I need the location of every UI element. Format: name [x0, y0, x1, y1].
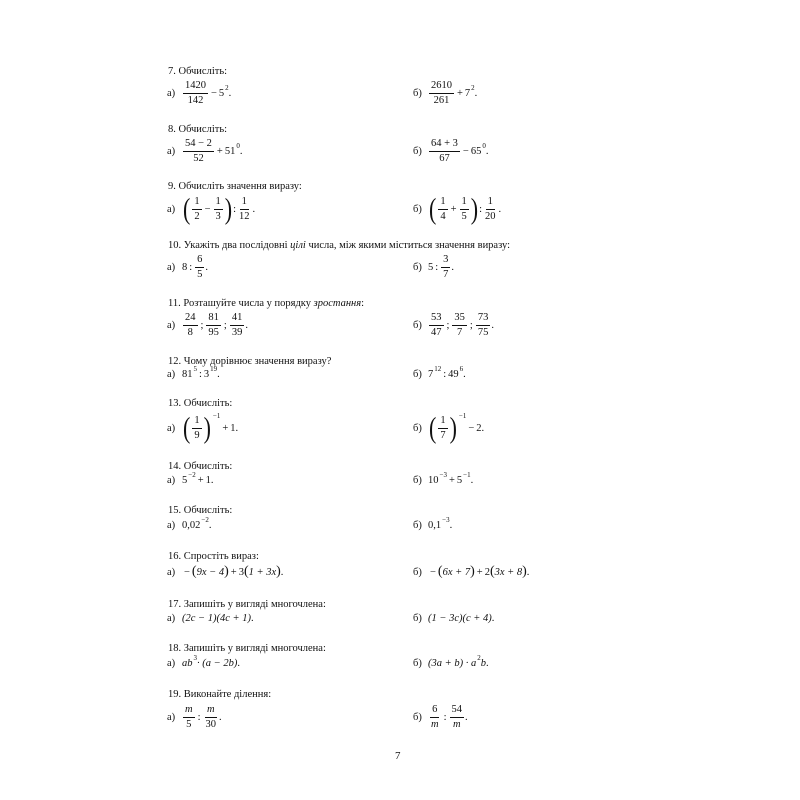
fraction: 73 75	[477, 311, 489, 338]
expression: 0,1 −3 .	[428, 516, 453, 531]
problem-11-title: 11. Розташуйте числа у порядку зростання:	[168, 298, 365, 309]
variant-label: а)	[167, 519, 176, 531]
problem-18-variant-a	[167, 643, 240, 683]
variant-label: б)	[413, 368, 422, 380]
fraction: 54 − 2 52	[185, 137, 212, 164]
expression: 5 −2 + 1 .	[182, 471, 214, 486]
fraction: 81 95	[208, 311, 219, 338]
problem-10-variant-a	[167, 247, 208, 287]
variant-label: б)	[413, 145, 422, 157]
problem-16-variant-b	[413, 552, 529, 592]
problem-18-variant-b	[413, 643, 489, 683]
left-paren: (	[183, 410, 191, 445]
problem-7-title: 7. Обчисліть:	[168, 66, 228, 77]
expression: (3a + b) · a 2 b .	[428, 654, 489, 669]
variant-label: б)	[413, 519, 422, 531]
variant-label: б)	[413, 474, 422, 486]
right-paren: )	[224, 191, 233, 226]
problem-12-variant-b	[413, 354, 466, 394]
problem-12-title: 12. Чому дорівнює значення виразу?	[168, 356, 332, 367]
problem-8-title: 8. Обчисліть:	[168, 124, 228, 135]
right-paren: )	[203, 410, 211, 445]
fraction: $\frac{1}{5}$	[461, 195, 467, 222]
expression: ( 1 2 − $\frac{1}{3}$ ) : 1 12 .	[183, 191, 256, 226]
left-paren: (	[429, 191, 437, 226]
fraction: 1 20	[485, 195, 496, 222]
right-paren: )	[449, 410, 457, 445]
problem-16-variant-a	[167, 552, 283, 592]
expression: 6 m : 54 m .	[431, 703, 468, 730]
expression: 2610 261 + 7 2 .	[431, 79, 478, 106]
expression: 1420 142 − 5 2 .	[185, 79, 232, 106]
variant-label: а)	[167, 203, 176, 215]
variant-label: б)	[413, 422, 422, 434]
fraction: 41 39	[231, 311, 243, 338]
variant-label: б)	[413, 657, 422, 669]
left-paren: (	[183, 191, 191, 226]
fraction: 6 5	[197, 253, 203, 280]
expression: 7 12 : 49 6 .	[428, 365, 466, 380]
fraction: m 30	[205, 703, 217, 730]
variant-label: б)	[413, 711, 422, 723]
problem-10-variant-b	[413, 247, 454, 287]
problem-8-variant-b	[413, 131, 488, 171]
expression: (1 − 3c)(c + 4) .	[428, 612, 495, 624]
problem-8-variant-a	[167, 131, 242, 171]
problem-11-variant-b	[413, 305, 494, 345]
expression: − ( 6x + 7 ) + 2 ( 3x + 8 ) .	[430, 564, 530, 579]
variant-label: б)	[413, 87, 422, 99]
expression: 64 + 3 67 − 65 0 .	[431, 137, 489, 164]
problem-14-title: 14. Обчисліть:	[168, 461, 233, 472]
fraction: 2610 261	[431, 79, 452, 106]
variant-label: б)	[413, 319, 422, 331]
problem-12-variant-a	[167, 354, 220, 394]
problem-7-variant-a	[167, 73, 231, 113]
expression: 53 47 ; 35 7 ; 73 75 .	[431, 311, 494, 338]
problem-9-title: 9. Обчисліть значення виразу:	[168, 181, 302, 192]
page-number: 7	[395, 750, 401, 762]
fraction: 1 7	[440, 414, 446, 441]
right-paren: )	[470, 191, 479, 226]
problem-7-variant-b	[413, 73, 477, 113]
problem-9-variant-b	[413, 189, 501, 229]
problem-10-title: 10. Укажіть два послідовні цілі числа, між якими міститься значення виразу:	[168, 240, 511, 251]
variant-label: а)	[167, 566, 176, 578]
problem-13-variant-b	[413, 408, 484, 448]
problem-19-title: 19. Виконайте ділення:	[168, 689, 272, 700]
fraction: m 5	[185, 703, 193, 730]
fraction: 1 4	[440, 195, 446, 222]
problem-14-variant-a	[167, 460, 214, 500]
problem-18-title: 18. Запишіть у вигляді многочлена:	[168, 643, 326, 654]
expression: 24 8 ; 81 95 ; 41 39 .	[185, 311, 248, 338]
expression: m 5 : m 30 .	[185, 703, 222, 730]
fraction: 35 7	[454, 311, 465, 338]
fraction: 1 9	[194, 414, 200, 441]
variant-label: а)	[167, 319, 176, 331]
problem-19-variant-b	[413, 697, 468, 737]
variant-label: а)	[167, 261, 176, 273]
expression: − ( 9x − 4 ) + 3 ( 1 + 3x ) .	[184, 564, 284, 579]
fraction: 6 m	[431, 703, 439, 730]
fraction: 64 + 3 67	[431, 137, 458, 164]
expression: (2c − 1)(4c + 1) .	[182, 612, 254, 624]
expression: ( 1 9 ) −1 + 1 .	[183, 410, 239, 445]
problem-15-variant-a	[167, 505, 211, 545]
problem-15-variant-b	[413, 505, 452, 545]
problem-13-title: 13. Обчисліть:	[168, 398, 233, 409]
left-paren: (	[429, 410, 437, 445]
problem-11-variant-a	[167, 305, 248, 345]
fraction: 53 47	[431, 311, 442, 338]
fraction: 1 12	[239, 195, 250, 222]
fraction: 1 2	[194, 195, 200, 222]
expression: 54 − 2 52 + 51 0 .	[185, 137, 243, 164]
variant-label: а)	[167, 657, 176, 669]
variant-label: а)	[167, 145, 176, 157]
variant-label: б)	[413, 261, 422, 273]
variant-label: б)	[413, 566, 422, 578]
expression: ( 1 4 + $\frac{1}{5}$ ) : 1 20 .	[429, 191, 502, 226]
fraction: 54 m	[451, 703, 463, 730]
expression: 8 : 6 5 .	[182, 253, 209, 280]
variant-label: б)	[413, 203, 422, 215]
expression: ( 1 7 ) −1 − 2 .	[429, 410, 485, 445]
expression: 10 −3 + 5 −1 .	[428, 471, 474, 486]
expression: 5 : 3 7 .	[428, 253, 455, 280]
variant-label: а)	[167, 87, 176, 99]
problem-17-variant-a	[167, 598, 254, 638]
fraction: 24 8	[185, 311, 196, 338]
expression: 81 5 : 3 19 .	[182, 365, 220, 380]
fraction: $\frac{1}{3}$	[215, 195, 221, 222]
problem-17-title: 17. Запишіть у вигляді многочлена:	[168, 599, 326, 610]
variant-label: а)	[167, 422, 176, 434]
problem-16-title: 16. Спростіть вираз:	[168, 551, 259, 562]
variant-label: а)	[167, 711, 176, 723]
fraction: 3 7	[443, 253, 449, 280]
problem-15-title: 15. Обчисліть:	[168, 505, 233, 516]
expression: 0,02 −2 .	[182, 516, 212, 531]
variant-label: а)	[167, 612, 176, 624]
fraction: 1420 142	[185, 79, 206, 106]
variant-label: а)	[167, 368, 176, 380]
problem-19-variant-a	[167, 697, 222, 737]
problem-17-variant-b	[413, 598, 494, 638]
problem-13-variant-a	[167, 408, 238, 448]
problem-9-variant-a	[167, 189, 255, 229]
problem-14-variant-b	[413, 460, 473, 500]
variant-label: а)	[167, 474, 176, 486]
variant-label: б)	[413, 612, 422, 624]
expression: ab 3 · (a − 2b) .	[182, 654, 240, 669]
